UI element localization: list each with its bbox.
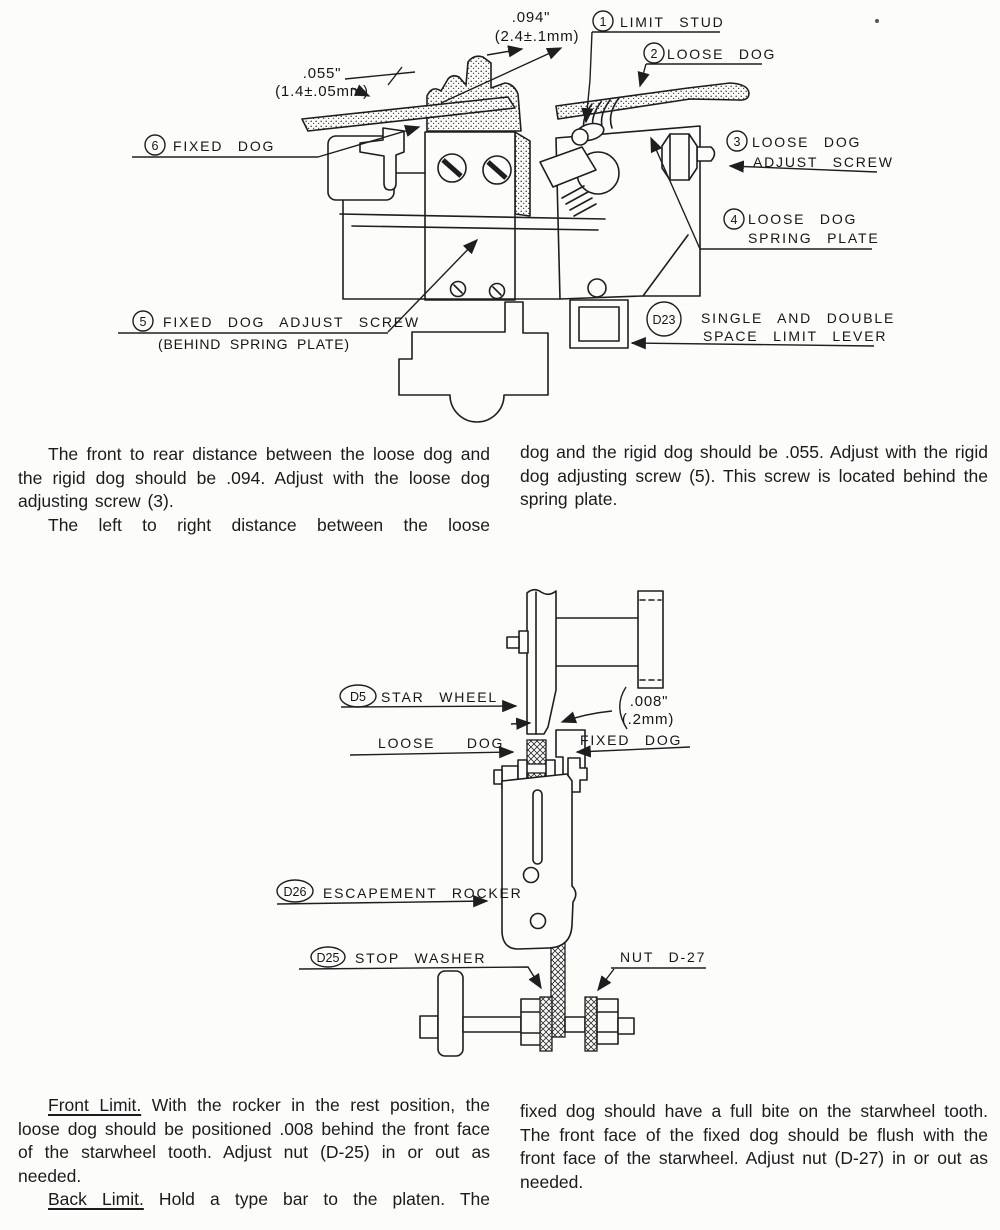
svg-text:SPACE LIMIT LEVER: SPACE LIMIT LEVER [703, 328, 888, 344]
callout-space-limit-lever [632, 302, 895, 346]
paragraph-back-limit: Back Limit. Hold a type bar to the platen. The [48, 1189, 491, 1209]
front-limit-heading: Front Limit. [48, 1095, 142, 1115]
mid-text-left-column [18, 443, 490, 537]
svg-text:FIXED DOG ADJUST SCREW: FIXED DOG ADJUST SCREW [163, 314, 420, 330]
back-limit-heading: Back Limit. [48, 1189, 144, 1209]
svg-text:FIXED DOG: FIXED DOG [173, 138, 276, 154]
callout-escapement-rocker [277, 880, 523, 904]
callout-star-wheel [340, 685, 516, 707]
svg-text:.008": .008" [629, 693, 669, 710]
svg-text:ADJUST SCREW: ADJUST SCREW [753, 154, 894, 170]
svg-text:SPRING PLATE: SPRING PLATE [748, 230, 880, 246]
stop-washer-right [585, 997, 597, 1051]
callout-loose-dog [640, 43, 776, 86]
svg-text:2: 2 [650, 47, 658, 61]
bottom-text-right-column [520, 1100, 988, 1194]
callout-loose-dog-side [350, 735, 513, 755]
bottom-bracket [399, 302, 548, 422]
svg-text:SINGLE AND DOUBLE: SINGLE AND DOUBLE [701, 310, 896, 326]
svg-text:(.2mm): (.2mm) [621, 711, 675, 728]
bottom-diagram-callouts [277, 685, 706, 990]
ink-speck [875, 19, 879, 23]
paragraph-left-right: The left to right distance between the loose [48, 514, 490, 535]
paragraph-front-rear: The front to rear distance between the loose dog and the rigid dog should be .094. Adjust with the loose dog adjusting screw (3). [18, 444, 490, 511]
callout-nut-d27 [598, 949, 706, 990]
svg-text:D23: D23 [652, 313, 676, 327]
svg-text:D5: D5 [350, 690, 366, 704]
svg-text:LOOSE DOG: LOOSE DOG [752, 134, 862, 150]
loose-dog-adjust-screw-part [662, 134, 715, 180]
callout-loose-dog-adjust-screw [727, 131, 894, 172]
svg-text:(BEHIND SPRING PLATE): (BEHIND SPRING PLATE) [158, 336, 350, 352]
bottom-text-left-column [18, 1094, 490, 1212]
svg-text:STAR WHEEL: STAR WHEEL [381, 689, 498, 705]
escapement-rocker-part [502, 774, 576, 949]
svg-text:(1.4±.05mm): (1.4±.05mm) [275, 83, 369, 100]
paragraph-front-limit: Front Limit. With the rocker in the rest position, the loose dog should be positioned .008 behind the front face of the starwheel tooth. Adjust nut (D-25) in or out as needed. [18, 1095, 490, 1186]
svg-text:LIMIT STUD: LIMIT STUD [620, 14, 725, 30]
svg-text:5: 5 [139, 315, 147, 329]
svg-text:.094": .094" [511, 9, 551, 26]
loose-dog-side [527, 740, 546, 764]
bottom-diagram-drawing [420, 590, 663, 1056]
svg-text:4: 4 [730, 213, 738, 227]
svg-text:D25: D25 [316, 951, 340, 965]
svg-text:1: 1 [599, 15, 607, 29]
shaft-cylinder [638, 591, 663, 688]
svg-text:NUT D-27: NUT D-27 [620, 949, 707, 965]
paragraph-left-right-cont: dog and the rigid dog should be .055. Adjust with the rigid dog adjusting screw (5). This screw is located behind the spring plate. [520, 442, 988, 509]
svg-text:D26: D26 [283, 885, 307, 899]
svg-text:FIXED DOG: FIXED DOG [580, 732, 683, 748]
paragraph-back-limit-cont: fixed dog should have a full bite on the starwheel tooth. The front face of the fixed dog should be flush with the front face of the starwheel. Adjust nut (D-27) in or out as needed. [520, 1101, 988, 1192]
svg-text:LOOSE DOG: LOOSE DOG [378, 735, 505, 751]
loose-dog-bar [556, 83, 749, 119]
svg-text:3: 3 [733, 135, 741, 149]
svg-text:6: 6 [151, 139, 159, 153]
dimension-055 [275, 65, 415, 100]
stop-washer-left [540, 997, 552, 1051]
nut-d27-part [597, 999, 618, 1044]
svg-text:.055": .055" [302, 65, 342, 82]
svg-text:(2.4±.1mm): (2.4±.1mm) [494, 28, 580, 45]
svg-text:LOOSE DOG: LOOSE DOG [748, 211, 858, 227]
svg-text:ESCAPEMENT ROCKER: ESCAPEMENT ROCKER [323, 885, 523, 901]
svg-text:STOP WASHER: STOP WASHER [355, 950, 487, 966]
svg-text:LOOSE DOG: LOOSE DOG [667, 46, 777, 62]
space-limit-lever-part [570, 300, 628, 348]
star-wheel-part [527, 590, 556, 734]
mid-text-right-column [520, 441, 988, 512]
callout-fixed-dog-side [577, 732, 690, 752]
callout-stop-washer [299, 947, 541, 988]
